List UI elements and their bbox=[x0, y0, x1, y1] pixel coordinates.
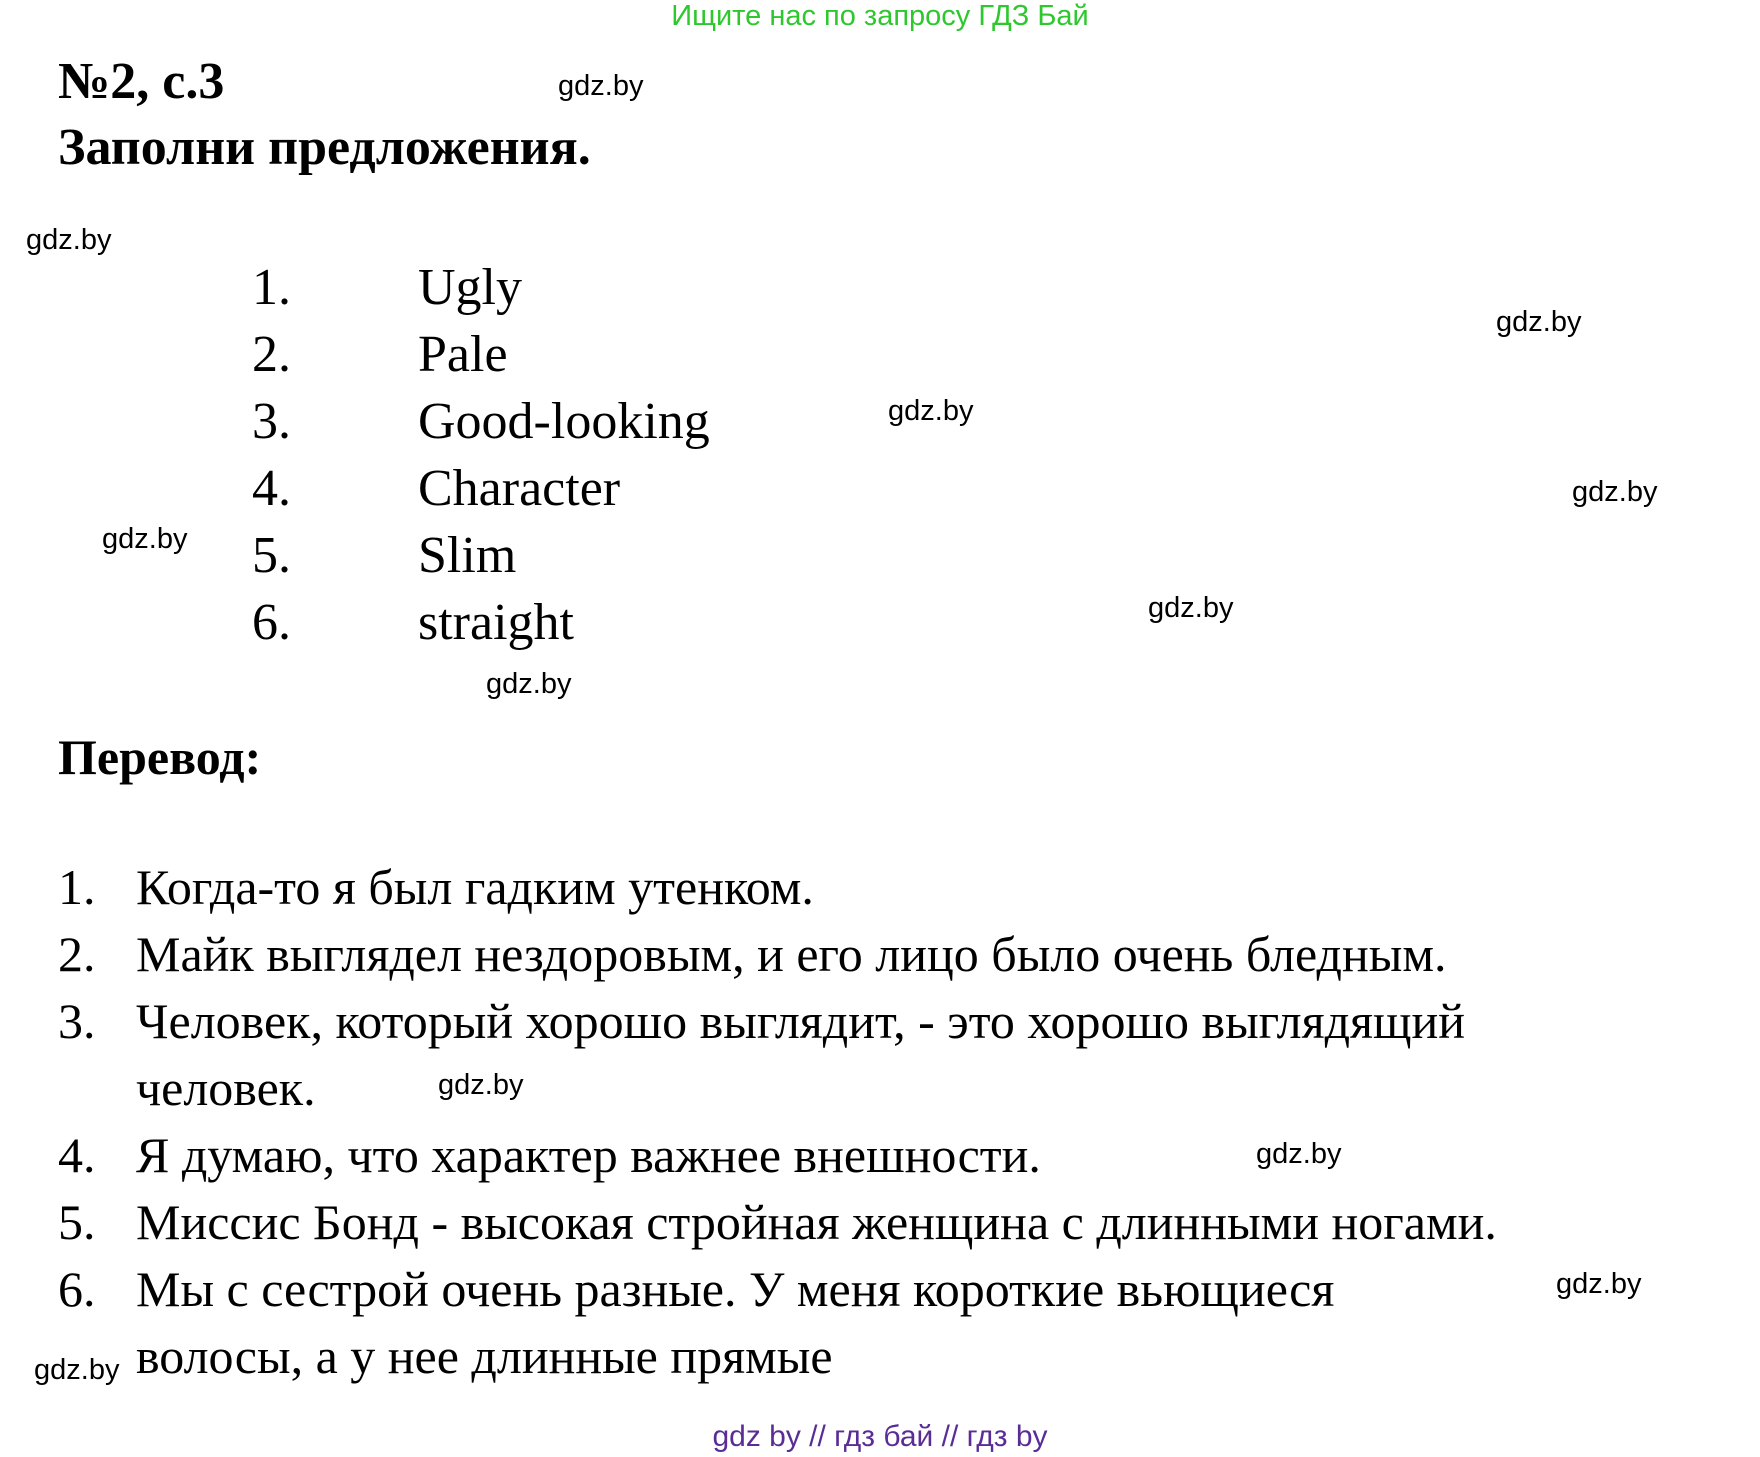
translation-num: 2. bbox=[58, 926, 96, 982]
watermark: gdz.by bbox=[1148, 592, 1234, 624]
answer-word: Ugly bbox=[418, 259, 522, 316]
answer-num: 6. bbox=[252, 594, 291, 651]
watermark: gdz.by bbox=[26, 224, 112, 256]
translation-num: 5. bbox=[58, 1194, 96, 1250]
translation-num: 4. bbox=[58, 1127, 96, 1183]
translation-line: Мы с сестрой очень разные. У меня короткие вьющиеся bbox=[136, 1261, 1335, 1317]
answer-num: 4. bbox=[252, 460, 291, 517]
translation-line: Когда-то я был гадким утенком. bbox=[136, 859, 814, 915]
answer-word: straight bbox=[418, 594, 574, 651]
translation-line: человек. bbox=[136, 1060, 316, 1116]
answer-word: Good-looking bbox=[418, 393, 710, 450]
banner: Ищите нас по запросу ГДЗ Бай bbox=[671, 0, 1089, 32]
answer-num: 1. bbox=[252, 259, 291, 316]
translation-line: Я думаю, что характер важнее внешности. bbox=[136, 1127, 1041, 1183]
translation-heading: Перевод: bbox=[58, 729, 262, 785]
translation-line: Майк выглядел нездоровым, и его лицо было очень бледным. bbox=[136, 926, 1447, 982]
watermark: gdz.by bbox=[558, 70, 644, 102]
translation-line: Человек, который хорошо выглядит, - это хорошо выглядящий bbox=[136, 993, 1466, 1049]
watermark: gdz.by bbox=[1496, 306, 1582, 338]
answer-word: Pale bbox=[418, 326, 508, 383]
watermark: gdz.by bbox=[888, 395, 974, 427]
task-title: Заполни предложения. bbox=[58, 119, 591, 176]
footer: gdz by // гдз бай // гдз by bbox=[712, 1420, 1048, 1453]
translation-num: 3. bbox=[58, 993, 96, 1049]
answer-num: 3. bbox=[252, 393, 291, 450]
answer-num: 2. bbox=[252, 326, 291, 383]
answer-word: Slim bbox=[418, 527, 517, 584]
translation-line: Миссис Бонд - высокая стройная женщина с длинными ногами. bbox=[136, 1194, 1497, 1250]
watermark: gdz.by bbox=[1256, 1138, 1342, 1170]
watermark: gdz.by bbox=[1572, 476, 1658, 508]
watermark: gdz.by bbox=[1556, 1268, 1642, 1300]
exercise-number: №2, с.3 bbox=[58, 53, 225, 110]
translation-num: 6. bbox=[58, 1261, 96, 1317]
watermark: gdz.by bbox=[486, 668, 572, 700]
translation-line: волосы, а у нее длинные прямые bbox=[136, 1328, 833, 1384]
watermark: gdz.by bbox=[34, 1354, 120, 1386]
watermark: gdz.by bbox=[102, 523, 188, 555]
answer-num: 5. bbox=[252, 527, 291, 584]
translation-num: 1. bbox=[58, 859, 96, 915]
watermark: gdz.by bbox=[438, 1069, 524, 1101]
answer-word: Character bbox=[418, 460, 621, 517]
